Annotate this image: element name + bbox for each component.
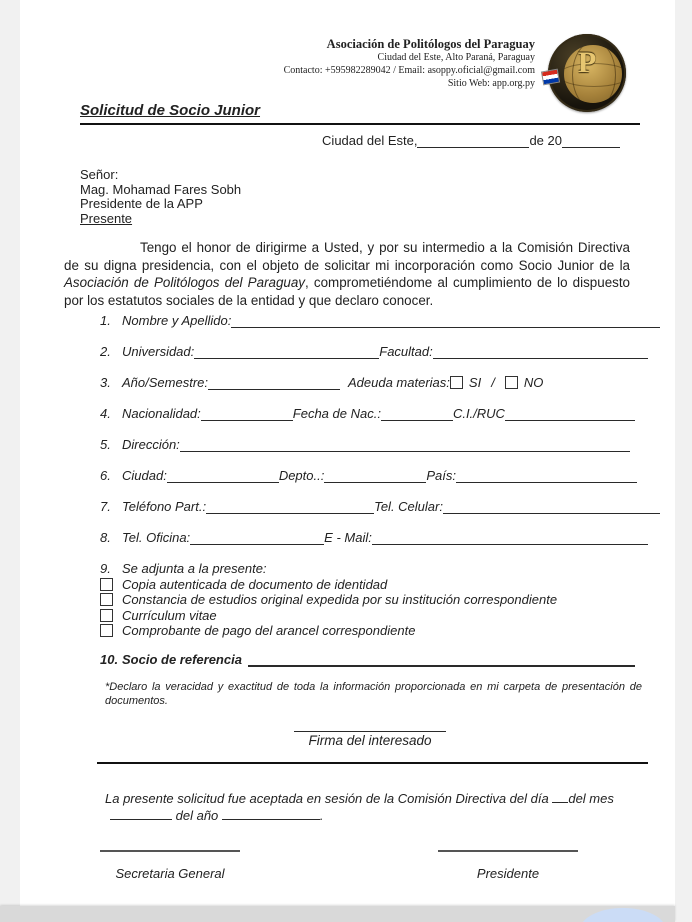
- field-label-fecha-nac: Fecha de Nac.:: [292, 406, 381, 421]
- nacionalidad-blank: [201, 408, 293, 421]
- acceptance-text-1: La presente solicitud fue aceptada en sesión de la Comisión Directiva del día: [105, 791, 549, 806]
- universidad-blank: [194, 346, 379, 359]
- field-label-universidad: Universidad:: [122, 344, 195, 359]
- org-location: Ciudad del Este, Alto Paraná, Paraguay: [377, 52, 535, 63]
- checkbox-constancia-estudios: [100, 593, 113, 606]
- tel-celular-blank: [443, 501, 660, 514]
- ci-ruc-blank: [505, 408, 635, 421]
- checkbox-si: [450, 376, 463, 389]
- title-row: [80, 102, 640, 125]
- field-label-pais: País:: [426, 468, 456, 483]
- item-number: 9.: [100, 561, 111, 576]
- date-blank: [417, 135, 529, 148]
- intro-paragraph: [64, 239, 630, 309]
- field-label-nacionalidad: Nacionalidad:: [122, 406, 201, 421]
- field-label-email: E - Mail:: [324, 530, 372, 545]
- president-signature-block: [428, 840, 588, 881]
- item-number: 3.: [100, 375, 111, 390]
- item-number: 7.: [100, 499, 111, 514]
- signature-caption: Firma del interesado: [308, 733, 432, 748]
- checklist-item: [100, 609, 660, 623]
- fecha-nac-blank: [381, 408, 453, 421]
- addressee-role: Presidente de la APP: [80, 196, 203, 212]
- field-label-nombre: Nombre y Apellido:: [122, 313, 232, 328]
- day-blank: [552, 791, 568, 803]
- org-contact: Contacto: +595982289042 / Email: asoppy.oficial@gmail.com: [283, 65, 535, 76]
- field-label-direccion: Dirección:: [122, 437, 180, 452]
- checklist-label: Currículum vitae: [122, 607, 217, 623]
- form-item-8: [100, 531, 648, 545]
- field-label-facultad: Facultad:: [379, 344, 433, 359]
- addressee-present: Presente: [80, 210, 133, 226]
- item-number: 6.: [100, 468, 111, 483]
- declaration-note: *Declaro la veracidad y exactitud de toda la información proporcionada en mi carpeta de presentación de documentos.: [105, 681, 642, 707]
- secretary-signature-block: [90, 840, 250, 881]
- semestre-blank: [208, 377, 340, 390]
- field-label-telefono-part: Teléfono Part.:: [122, 499, 207, 514]
- paraguay-flag-icon: [541, 69, 560, 86]
- document-page: [20, 0, 675, 906]
- form-item-3: [100, 376, 660, 390]
- org-website: Sitio Web: app.org.py: [447, 78, 535, 89]
- pais-blank: [456, 470, 637, 483]
- form-item-4: [100, 407, 635, 421]
- tel-oficina-blank: [190, 532, 324, 545]
- form-item-10: [100, 653, 635, 667]
- checklist-label: Constancia de estudios original expedida por su institución correspondiente: [122, 592, 558, 608]
- checkbox-copia-identidad: [100, 578, 113, 591]
- acceptance-line-2: [110, 808, 642, 825]
- form-item-7: [100, 500, 660, 514]
- form-item-1: [100, 314, 660, 328]
- checklist-label: Comprobante de pago del arancel correspondiente: [122, 623, 416, 639]
- no-label: NO: [523, 375, 544, 390]
- logo-letter: P: [577, 46, 597, 79]
- secretary-label: Secretaria General: [115, 866, 225, 881]
- secretary-signature-line: [100, 840, 240, 852]
- field-label-ciudad: Ciudad:: [122, 468, 167, 483]
- addressee-salutation: Señor:: [80, 167, 119, 182]
- socio-referencia-blank: [248, 654, 635, 667]
- item-number: 4.: [100, 406, 111, 421]
- acceptance-clause: [105, 791, 642, 824]
- acceptance-year-blank: [222, 808, 320, 820]
- depto-blank: [324, 470, 426, 483]
- nombre-blank: [231, 315, 660, 328]
- checklist-item: [100, 578, 660, 592]
- checklist-item: [100, 624, 660, 638]
- president-label: Presidente: [476, 866, 540, 881]
- field-label-semestre: Año/Semestre:: [122, 375, 208, 390]
- item-number: 1.: [100, 313, 111, 328]
- intro-part1: Tengo el honor de dirigirme a Usted, y por su intermedio a la Comisión Directiva de su digna presidencia, con el objeto de solicitar mi incorporación como Socio Junior de la: [64, 240, 630, 273]
- checkbox-curriculum: [100, 609, 113, 622]
- applicant-signature-block: [285, 718, 455, 748]
- field-label-ci-ruc: C.I./RUC: [452, 406, 505, 421]
- form-item-6: [100, 469, 637, 483]
- field-label-adjuntos: Se adjunta a la presente:: [122, 561, 267, 576]
- telefono-part-blank: [206, 501, 374, 514]
- addressee-name: Mag. Mohamad Fares Sobh: [80, 181, 242, 197]
- president-signature-line: [438, 840, 578, 852]
- year-blank: [562, 135, 620, 148]
- form-item-9: [100, 562, 660, 576]
- form-item-5: [100, 438, 630, 452]
- field-label-tel-oficina: Tel. Oficina:: [122, 530, 191, 545]
- signature-line: [294, 718, 446, 732]
- addressee-block: [80, 168, 241, 226]
- date-line: [322, 133, 620, 148]
- intro-org-italic: Asociación de Politólogos del Paraguay: [64, 275, 306, 291]
- acceptance-line-1: [105, 791, 642, 808]
- logo-coin-ring: [548, 34, 626, 112]
- checkbox-no: [505, 376, 518, 389]
- form-item-2: [100, 345, 648, 359]
- facultad-blank: [433, 346, 648, 359]
- section-divider: [97, 762, 648, 764]
- si-label: SI: [468, 375, 482, 390]
- checklist-item: [100, 593, 660, 607]
- field-label-depto: Depto..:: [278, 468, 325, 483]
- letterhead: [284, 37, 535, 90]
- date-city-label: Ciudad del Este,: [322, 133, 418, 148]
- field-label-adeuda: Adeuda materias:: [348, 375, 450, 390]
- intro-part2: , comprometiéndome al cumplimiento de lo dispuesto por los estatutos sociales de la entidad y que declaro conocer.: [64, 275, 631, 308]
- direccion-blank: [180, 439, 630, 452]
- item-number: 5.: [100, 437, 111, 452]
- field-label-socio-referencia: Socio de referencia: [122, 652, 242, 668]
- slash-label: /: [491, 375, 495, 390]
- item-number: 2.: [100, 344, 111, 359]
- item-number: 8.: [100, 530, 111, 545]
- viewer-bottom-bar: [0, 906, 675, 922]
- date-de-label: de 20: [529, 133, 562, 148]
- form-items: [100, 314, 660, 684]
- ciudad-blank: [167, 470, 279, 483]
- item-number: 10.: [100, 652, 119, 668]
- acceptance-period: .: [319, 807, 324, 823]
- acceptance-text-2: del mes: [568, 791, 614, 806]
- month-blank: [110, 808, 172, 820]
- acceptance-text-3: del año: [175, 807, 219, 823]
- email-blank: [372, 532, 648, 545]
- checklist-label: Copia autenticada de documento de identidad: [122, 577, 388, 592]
- org-logo: [542, 33, 632, 113]
- page-title: Solicitud de Socio Junior: [80, 102, 261, 119]
- field-label-tel-celular: Tel. Celular:: [374, 499, 443, 514]
- checkbox-comprobante-pago: [100, 624, 113, 637]
- org-name: Asociación de Politólogos del Paraguay: [326, 37, 535, 51]
